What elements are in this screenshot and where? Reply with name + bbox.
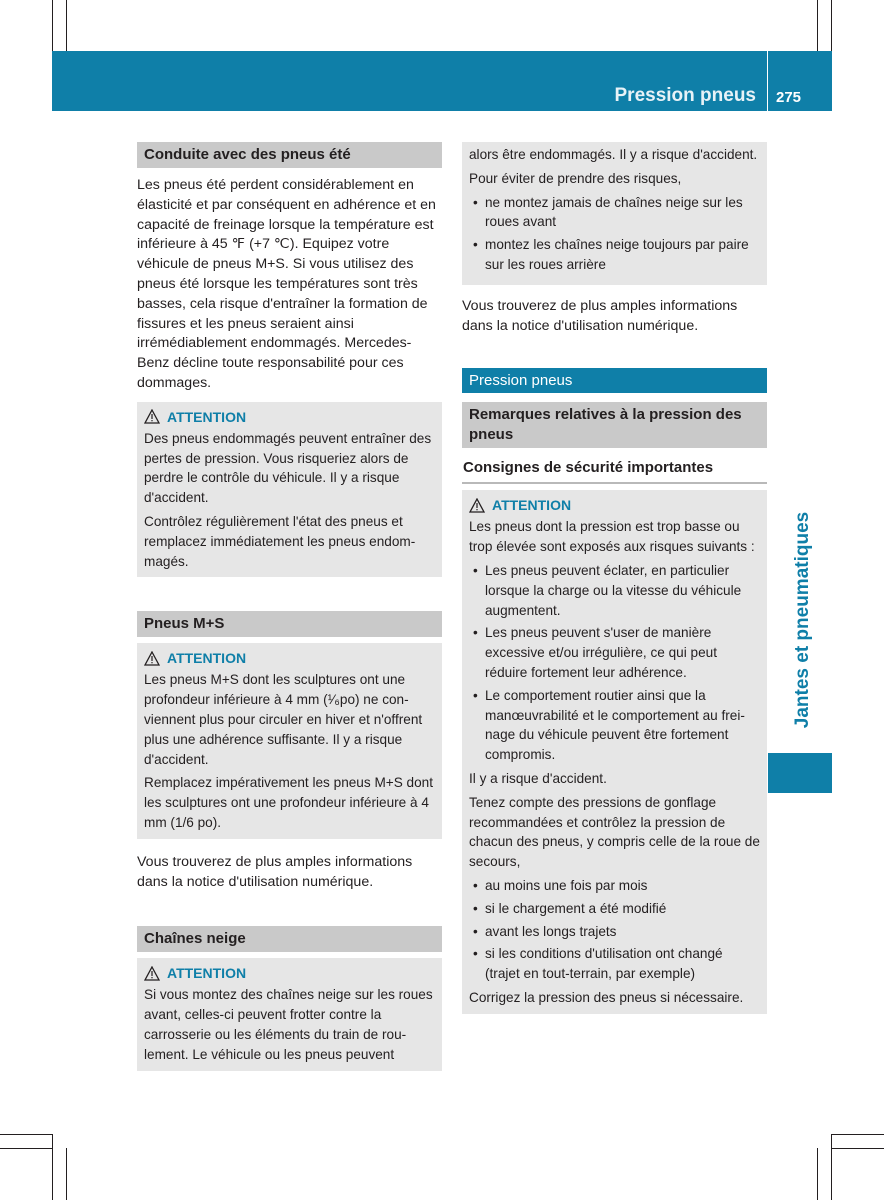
crop-mark <box>52 1134 53 1200</box>
list-item: • ne montez jamais de chaînes neige sur les roues avant <box>469 193 760 233</box>
warning-label: ATTENTION <box>492 497 572 514</box>
more-info-text: Vous trouverez de plus amples informations dans la notice d'utilisation numérique. <box>462 297 738 334</box>
warning-text: Des pneus endommagés peuvent entraîner des pertes de pression. Vous risqueriez alors de perdre le contrôle du véhicule. Il y a risque d'accident. <box>144 430 432 506</box>
warning-text: Les pneus dont la pression est trop basse ou trop élevée sont exposés aux risques suivants : <box>469 519 755 555</box>
warning-box <box>462 490 767 1013</box>
left-column <box>137 142 442 1071</box>
crop-mark <box>0 1134 52 1135</box>
bullet-list <box>469 876 760 984</box>
warning-heading <box>144 648 435 668</box>
chapter-tab <box>777 500 829 740</box>
subsection-title: Remarques relatives à la pression des pneus <box>462 402 767 448</box>
crop-mark <box>832 1148 884 1149</box>
crop-mark <box>817 0 818 51</box>
warning-box <box>137 643 442 838</box>
section-title-summer-tires: Conduite avec des pneus été <box>137 142 442 168</box>
crop-mark <box>0 1148 52 1149</box>
page-number: 275 <box>776 89 802 106</box>
warning-triangle-icon <box>144 651 160 666</box>
list-item: • si les conditions d'utilisation ont changé (trajet en tout-terrain, par exemple) <box>469 944 760 984</box>
crop-mark <box>66 1148 67 1200</box>
warning-label: ATTENTION <box>167 650 247 667</box>
ms-tires-text: Vous trouverez de plus amples informations dans la notice d'utilisation numérique. <box>137 853 413 890</box>
list-item: • avant les longs trajets <box>469 922 760 942</box>
warning-triangle-icon <box>144 409 160 424</box>
header-divider <box>767 51 768 111</box>
summer-tires-text: Les pneus été perdent considérablement en élasticité et par conséquent en adhérence et en capacité de freinage lorsque la température est inférieure à 45 ℉ (+7 ℃). Equipez votre véhicule de pneus M+S. Si vous utilisez des pneus été lorsque les températures sont très basses, cela risque d'entraîner la formation de fissures et les pneus seraient ainsi irrémédiablement endommagés. Mercedes-Benz décline toute responsabilité pour ces dommages. <box>137 177 436 391</box>
crop-mark <box>831 1134 832 1200</box>
warning-label: ATTENTION <box>167 408 247 425</box>
warning-box-continued <box>462 142 767 285</box>
warning-triangle-icon <box>469 498 485 513</box>
chapter-marker <box>768 753 832 793</box>
warning-text: Tenez compte des pressions de gonflage recommandées et contrôlez la pression de chacun des pneus, y compris celle de la roue de secours, <box>469 794 760 870</box>
section-title-snow-chains: Chaînes neige <box>137 926 442 952</box>
warning-label: ATTENTION <box>167 965 247 982</box>
chapter-title: Jantes et pneumatiques <box>792 511 813 729</box>
warning-text: Contrôlez régulièrement l'état des pneus et remplacez immédiatement les pneus endommagés. <box>144 513 416 569</box>
section-title-ms-tires: Pneus M+S <box>137 611 442 637</box>
header-title: Pression pneus <box>614 85 756 106</box>
warning-text: Corrigez la pression des pneus si nécessaire. <box>469 989 744 1005</box>
warning-text: alors être endommagés. Il y a risque d'accident. <box>469 147 758 162</box>
crop-mark <box>52 0 53 51</box>
list-item: • Les pneus peuvent éclater, en particulier lorsque la charge ou la vitesse du véhicule augmentent. <box>469 561 760 620</box>
warning-heading <box>144 407 435 427</box>
list-item: • au moins une fois par mois <box>469 876 760 896</box>
bullet-list <box>469 193 760 275</box>
bullet-list <box>469 561 760 765</box>
warning-text: Les pneus M+S dont les sculptures ont une profondeur inférieure à 4 mm (¹⁄₆po) ne conviennent plus pour circuler en hiver et n'offrent plus une adhérence suffisante. Il y a risque d'accident. <box>144 672 423 767</box>
warning-box <box>137 402 442 578</box>
page-header <box>52 51 832 111</box>
warning-box <box>137 958 442 1070</box>
warning-text: Si vous montez des chaînes neige sur les roues avant, celles-ci peuvent frotter contre la carrosserie ou les éléments du train de roulement. Le véhicule ou les pneus peuvent <box>144 987 433 1062</box>
crop-mark <box>66 0 67 51</box>
list-item: • Le comportement routier ainsi que la manœuvrabilité et le comportement au freinage du véhicule peuvent être fortement compromis. <box>469 686 760 765</box>
warning-text: Il y a risque d'accident. <box>469 770 607 786</box>
right-column <box>462 142 767 1014</box>
warning-text: Remplacez impérativement les pneus M+S dont les sculptures ont une profondeur inférieure à 4 mm (1/6 po). <box>144 775 434 830</box>
crop-mark <box>831 0 832 51</box>
warning-heading <box>469 495 760 515</box>
list-item: • Les pneus peuvent s'user de manière excessive et/ou irrégulière, ce qui peut réduire fortement leur adhérence. <box>469 623 760 682</box>
subsubsection-title: Consignes de sécurité importantes <box>462 458 767 484</box>
list-item: • si le chargement a été modifié <box>469 899 760 919</box>
warning-triangle-icon <box>144 966 160 981</box>
warning-heading <box>144 963 435 983</box>
crop-mark <box>832 1134 884 1135</box>
list-item: • montez les chaînes neige toujours par paire sur les roues arrière <box>469 235 760 275</box>
crop-mark <box>817 1148 818 1200</box>
section-title-tire-pressure: Pression pneus <box>462 368 767 393</box>
warning-text: Pour éviter de prendre des risques, <box>469 170 682 186</box>
